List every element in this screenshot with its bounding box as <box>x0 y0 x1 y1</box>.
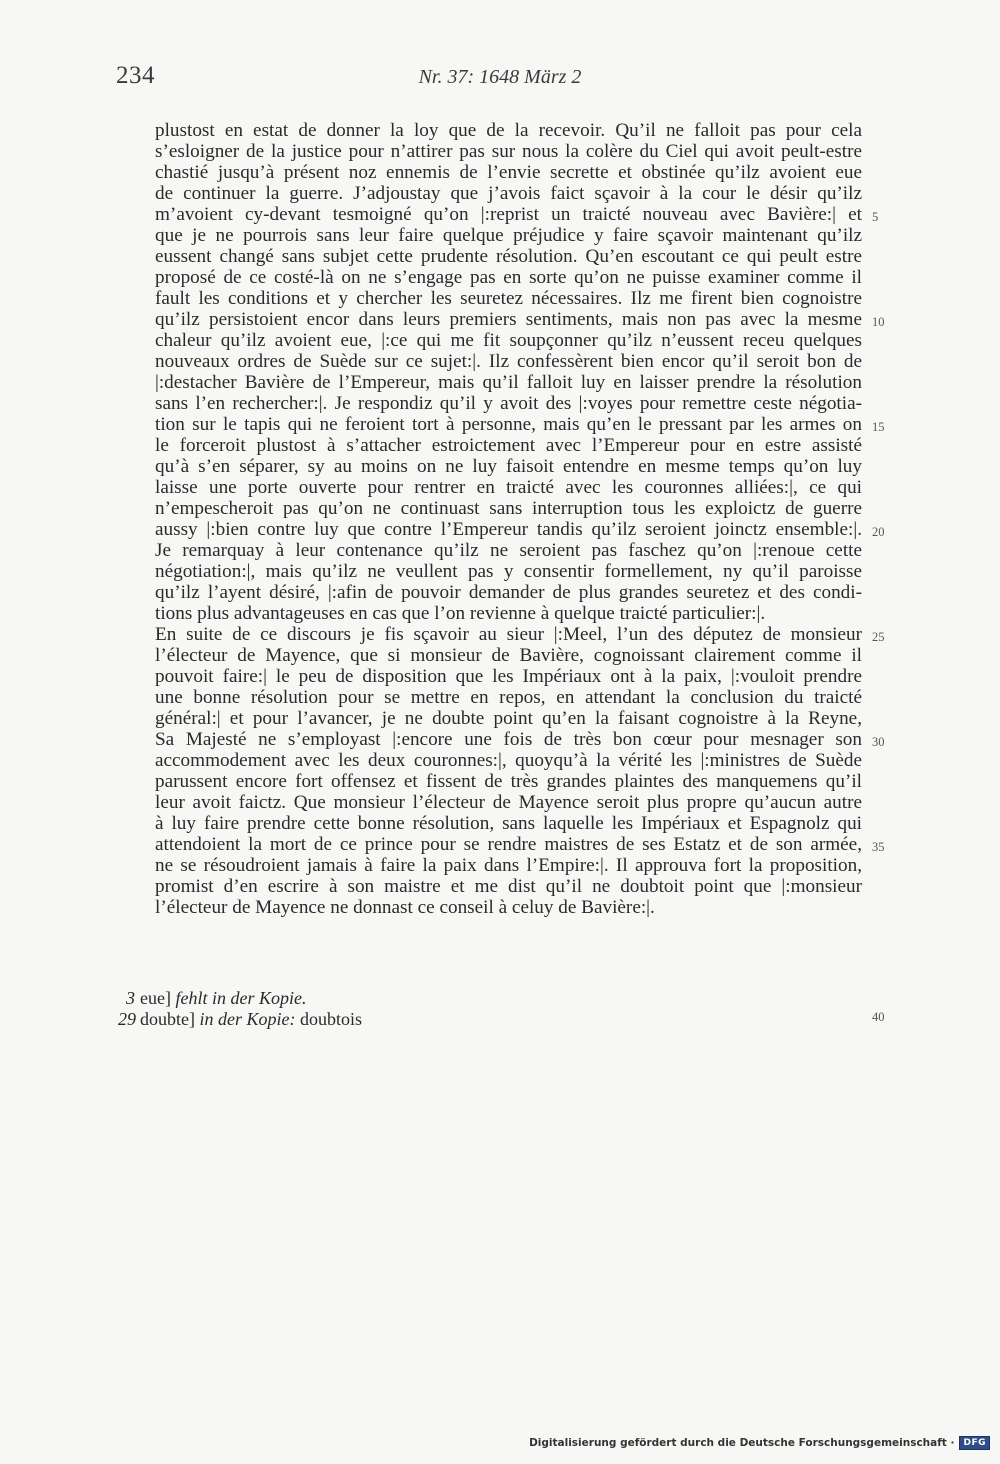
text-line: de continuer la guerre. J’adjoustay que j’avois faict sçavoir à la cour le désir qu’ilz <box>155 183 862 204</box>
page-number: 234 <box>116 62 155 89</box>
note-lemma: eue] <box>140 988 171 1008</box>
text-line: En suite de ce discours je fis sçavoir au sieur |:Meel, l’un des députez de monsieur <box>155 624 862 645</box>
text-line: pouvoit faire:| le peu de disposition que les Impériaux ont à la paix, |:vouloit prendre <box>155 666 862 687</box>
line-number: 40 <box>872 1010 885 1024</box>
text-line: négotiation:|, mais qu’ilz ne veullent pas y consentir formellement, ny qu’il paroisse <box>155 561 862 582</box>
text-line: s’esloigner de la justice pour n’attirer pas sur nous la colère du Ciel qui avoit peult-estre <box>155 141 862 162</box>
text-line: fault les conditions et y chercher les seuretez nécessaires. Ilz me firent bien cognoistre <box>155 288 862 309</box>
note-line-ref: 29 <box>118 1009 136 1029</box>
text-line: |:destacher Bavière de l’Empereur, mais qu’il falloit luy en laisser prendre la résolution <box>155 372 862 393</box>
text-line: l’électeur de Mayence ne donnast ce conseil à celuy de Bavière:|. <box>155 897 655 918</box>
text-line: qu’ilz l’ayent désiré, |:afin de pouvoir demander de plus grandes seuretez et des condi- <box>155 582 862 603</box>
text-line: Je remarquay à leur contenance qu’ilz ne seroient pas faschez qu’on |:renoue cette <box>155 540 862 561</box>
text-line: ne se résoudroient jamais à faire la paix dans l’Empire:|. Il approuva fort la proposition, <box>155 855 862 876</box>
running-title: Nr. 37: 1648 März 2 <box>418 66 582 88</box>
line-number: 20 <box>872 525 885 539</box>
text-line: Sa Majesté ne s’employast |:encore une fois de très bon cœur pour mesnager son <box>155 729 862 750</box>
text-line: n’empescheroit pas qu’on ne continuast sans interruption tous les exploictz de guerre <box>155 498 862 519</box>
text-line: que je ne pourrois sans leur faire quelque préjudice y faire sçavoir maintenant qu’ilz <box>155 225 862 246</box>
text-line: plustost en estat de donner la loy que de la recevoir. Qu’il ne falloit pas pour cela <box>155 120 862 141</box>
note-comment: in der Kopie: <box>199 1009 296 1029</box>
text-line: eussent changé sans subjet cette prudente résolution. Qu’en escoutant ce qui peult estre <box>155 246 862 267</box>
credit-text: Digitalisierung gefördert durch die Deutsche Forschungsgemeinschaft · <box>529 1437 955 1449</box>
text-line: sans l’en rechercher:|. Je respondiz qu’il y avoit des |:voyes pour remettre ceste négotia- <box>155 393 862 414</box>
text-line: aussy |:bien contre luy que contre l’Empereur tandis qu’ilz seroient joinctz ensemble:|. <box>155 519 862 540</box>
note-line-ref: 3 <box>126 988 135 1008</box>
text-line: chaleur qu’ilz avoient eue, |:ce qui me fit soupçonner qu’ilz n’eussent receu quelques <box>155 330 862 351</box>
line-number: 30 <box>872 735 885 749</box>
text-line: l’électeur de Mayence, que si monsieur de Bavière, cognoissant clairement comme il <box>155 645 862 666</box>
text-line: tion sur le tapis qui ne feroient tort à personne, mais qu’en le pressant par les armes on <box>155 414 862 435</box>
text-line: chastié jusqu’à présent noz ennemis de l’envie secrette et obstinée qu’ilz avoient eue <box>155 162 862 183</box>
text-line: qu’ilz persistoient encor dans leurs premiers sentiments, mais non pas avec la mesme <box>155 309 862 330</box>
note-reading: doubtois <box>299 1009 362 1029</box>
text-line: promist d’en escrire à son maistre et me dist qu’il ne doubtoit point que |:monsieur <box>155 876 862 897</box>
text-line: le forceroit plustost à s’attacher estroictement avec l’Empereur pour en estre assisté <box>155 435 862 456</box>
funding-credit <box>529 1436 990 1450</box>
line-number: 10 <box>872 315 885 329</box>
dfg-logo: DFG <box>959 1436 990 1450</box>
text-line: parussent encore fort offensez et fissent de très grandes plaintes des manquemens qu’il <box>155 771 862 792</box>
text-line: m’avoient cy-devant tesmoigné qu’on |:reprist un traicté nouveau avec Bavière:| et <box>155 204 862 225</box>
apparatus-note <box>118 1009 362 1030</box>
text-line: général:| et pour l’avancer, je ne doubte point qu’en la faisant cognoistre à la Reyne, <box>155 708 862 729</box>
line-number: 15 <box>872 420 885 434</box>
apparatus-note <box>118 988 306 1009</box>
text-line: laisse une porte ouverte pour rentrer en traicté avec les couronnes alliées:|, ce qui <box>155 477 862 498</box>
text-line: leur avoit faictz. Que monsieur l’électeur de Mayence seroit plus propre qu’aucun autre <box>155 792 862 813</box>
text-line: tions plus advantageuses en cas que l’on revienne à quelque traicté particulier:|. <box>155 603 766 624</box>
text-line: accommodement avec les deux couronnes:|, quoyqu’à la vérité les |:ministres de Suède <box>155 750 862 771</box>
text-line: proposé de ce costé-là on ne s’engage pas en sorte qu’on ne puisse examiner comme il <box>155 267 862 288</box>
line-number: 35 <box>872 840 885 854</box>
line-number: 25 <box>872 630 885 644</box>
note-comment: fehlt in der Kopie. <box>175 988 307 1008</box>
text-line: nouveaux ordres de Suède sur ce sujet:|. Ilz confessèrent bien encor qu’il seroit bon de <box>155 351 862 372</box>
text-line: qu’à s’en séparer, sy au moins on ne luy faisoit entendre en mesme temps qu’on luy <box>155 456 862 477</box>
text-line: une bonne résolution pour se mettre en repos, en attendant la conclusion du traicté <box>155 687 862 708</box>
text-line: attendoient la mort de ce prince pour se rendre maistres de ses Estatz et de son armée, <box>155 834 862 855</box>
text-line: à luy faire prendre cette bonne résolution, sans laquelle les Impériaux et Espagnolz qui <box>155 813 862 834</box>
line-number: 5 <box>872 210 879 224</box>
note-lemma: doubte] <box>140 1009 195 1029</box>
